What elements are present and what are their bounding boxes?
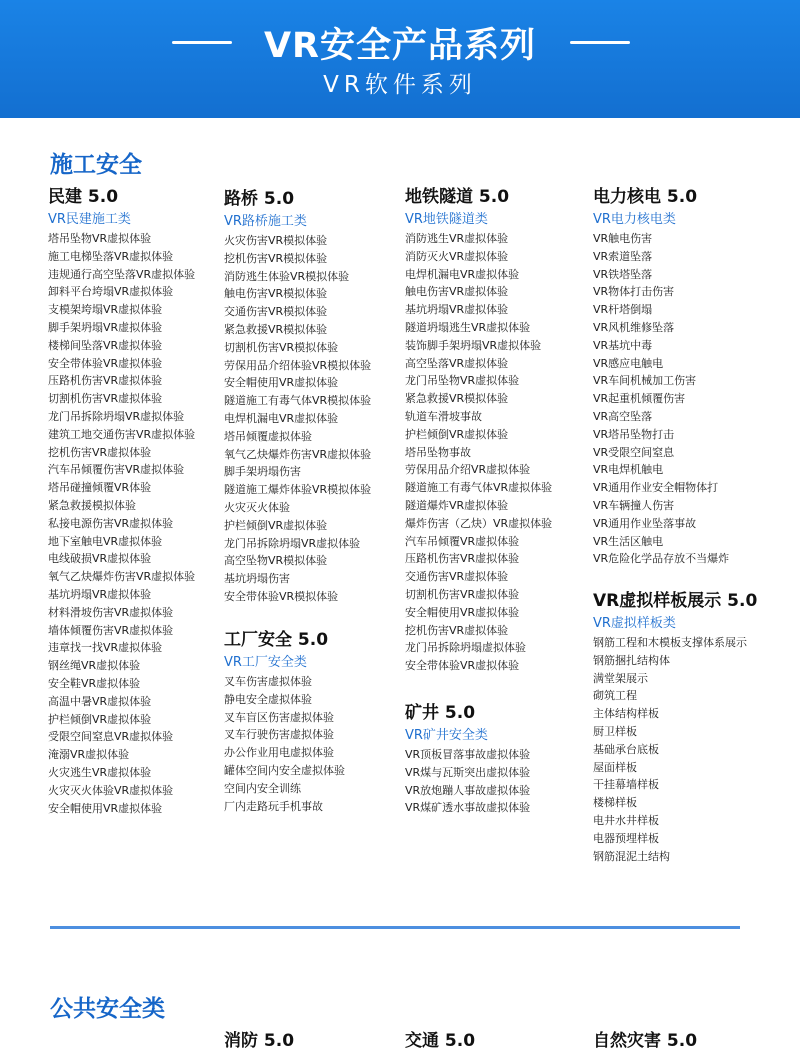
list-item: 楼梯间坠落VR虚拟体验 — [48, 338, 163, 352]
list-item: 施工电梯坠落VR虚拟体验 — [48, 249, 174, 263]
list-item: 基坑坍塌VR虚拟体验 — [48, 587, 152, 601]
list-item: VR杆塔倒塌 — [593, 303, 653, 317]
list-item: 隧道坍塌逃生VR虚拟体验 — [405, 320, 531, 334]
category-ziran — [593, 1028, 773, 1054]
list-item: 安全帽使用VR虚拟体验 — [405, 605, 520, 619]
category-title: 电力核电 5.0 — [593, 187, 698, 207]
list-item: VR基坑中毒 — [593, 338, 653, 352]
list-item: 交通伤害VR模拟体验 — [224, 305, 328, 319]
list-item: 干挂幕墙样板 — [593, 778, 659, 792]
list-item: 护栏倾倒VR虚拟体验 — [405, 427, 509, 441]
list-item: VR车辆撞人伤害 — [593, 498, 675, 512]
list-item: 压路机伤害VR虚拟体验 — [48, 374, 163, 388]
list-item: 护栏倾倒VR虚拟体验 — [48, 712, 152, 726]
category-subtitle: VR电力核电类 — [593, 212, 676, 227]
list-item: 劳保用品介绍VR虚拟体验 — [405, 463, 531, 477]
category-title: 矿井 5.0 — [405, 703, 476, 723]
list-item: 卸料平台垮塌VR虚拟体验 — [48, 285, 174, 299]
list-item: VR物体打击伤害 — [593, 285, 675, 299]
banner-title: VR安全产品系列 — [263, 26, 537, 66]
list-item: 高空坠物VR模拟体验 — [224, 554, 328, 568]
list-item: 私接电源伤害VR虚拟体验 — [48, 516, 174, 530]
item-list — [48, 230, 228, 817]
list-item: 爆炸伤害（乙炔）VR虚拟体验 — [405, 516, 553, 530]
list-item: 叉车伤害虚拟体验 — [224, 675, 312, 688]
list-item: 厨卫样板 — [593, 724, 637, 738]
category-title: 民建 5.0 — [48, 187, 119, 207]
list-item: 龙门吊坠物VR虚拟体验 — [405, 374, 520, 388]
item-list — [405, 746, 585, 817]
list-item: 火灾灭火体验 — [224, 500, 290, 514]
list-item: 火灾灭火体验VR虚拟体验 — [48, 783, 174, 797]
list-item: 压路机伤害VR虚拟体验 — [405, 552, 520, 566]
list-item: VR铁塔坠落 — [593, 267, 653, 281]
category-subtitle: VR矿井安全类 — [405, 728, 488, 743]
list-item: VR索道坠落 — [593, 249, 653, 263]
list-item: 受限空间窒息VR虚拟体验 — [48, 730, 174, 744]
category-subtitle: VR路桥施工类 — [224, 214, 307, 229]
list-item: 砌筑工程 — [593, 689, 637, 703]
category-luqiao — [224, 186, 404, 606]
list-item: 叉车行驶伤害虚拟体验 — [224, 728, 334, 742]
list-item: 空间内安全训练 — [224, 781, 301, 795]
list-item: 挖机伤害VR虚拟体验 — [405, 623, 509, 637]
list-item: 切割机伤害VR模拟体验 — [224, 340, 339, 354]
list-item: 塔吊坠物事故 — [405, 445, 471, 459]
list-item: 脚手架坍塌伤害 — [224, 465, 301, 479]
list-item: 安全带体验VR虚拟体验 — [405, 659, 520, 673]
section-title-public: 公共安全类 — [50, 996, 165, 1022]
category-title: 工厂安全 5.0 — [224, 630, 329, 650]
header-banner — [0, 0, 800, 118]
list-item: 交通伤害VR虚拟体验 — [405, 570, 509, 584]
list-item: 汽车吊倾覆伤害VR虚拟体验 — [48, 463, 185, 477]
list-item: 地下室触电VR虚拟体验 — [48, 534, 163, 548]
category-title: VR虚拟样板展示 5.0 — [593, 591, 758, 611]
list-item: 隧道施工爆炸体验VR模拟体验 — [224, 483, 372, 497]
list-item: 轨道车滑坡事故 — [405, 409, 482, 423]
list-item: 安全带体验VR虚拟体验 — [48, 356, 163, 370]
item-list — [224, 232, 404, 606]
list-item: 龙门吊拆除坍塌VR虚拟体验 — [224, 536, 361, 550]
category-ditie — [405, 184, 585, 675]
list-item: 隧道爆炸VR虚拟体验 — [405, 498, 509, 512]
list-item: 隧道施工有毒气体VR模拟体验 — [224, 394, 372, 408]
list-item: VR危险化学品存放不当爆炸 — [593, 552, 730, 566]
category-subtitle: VR地铁隧道类 — [405, 212, 488, 227]
list-item: 叉车盲区伤害虚拟体验 — [224, 710, 334, 724]
section-divider — [50, 926, 740, 929]
list-item: 电线破损VR虚拟体验 — [48, 552, 152, 566]
list-item: 墙体倾覆伤害VR虚拟体验 — [48, 623, 174, 637]
section-title-construction: 施工安全 — [50, 152, 142, 178]
list-item: 楼梯样板 — [593, 796, 637, 810]
category-xiaofang — [224, 1028, 404, 1054]
list-item: 装饰脚手架坍塌VR虚拟体验 — [405, 338, 542, 352]
list-item: VR高空坠落 — [593, 409, 653, 423]
category-minjian — [48, 184, 228, 817]
list-item: 电井水井样板 — [593, 813, 659, 827]
category-title: 地铁隧道 5.0 — [405, 187, 510, 207]
category-title: 自然灾害 5.0 — [593, 1031, 698, 1051]
list-item: 火灾逃生VR虚拟体验 — [48, 765, 152, 779]
list-item: 紧急救援VR模拟体验 — [224, 322, 328, 336]
category-dianli — [593, 184, 793, 568]
list-item: 违章找一找VR虚拟体验 — [48, 641, 163, 655]
list-item: 塔吊坠物VR虚拟体验 — [48, 232, 152, 245]
list-item: 材料滑坡伤害VR虚拟体验 — [48, 605, 174, 619]
list-item: 高空坠落VR虚拟体验 — [405, 356, 509, 370]
list-item: 钢筋工程和木模板支撑体系展示 — [593, 636, 747, 649]
list-item: VR起重机倾覆伤害 — [593, 392, 686, 406]
list-item: 淹溺VR虚拟体验 — [48, 748, 130, 762]
list-item: 安全帽使用VR虚拟体验 — [48, 801, 163, 815]
list-item: 隧道施工有毒气体VR虚拟体验 — [405, 481, 553, 495]
list-item: 高温中暑VR虚拟体验 — [48, 694, 152, 708]
list-item: 钢筋捆扎结构体 — [593, 653, 670, 667]
list-item: 塔吊碰撞倾覆VR体验 — [48, 481, 152, 495]
category-title: 消防 5.0 — [224, 1031, 295, 1051]
list-item: VR车间机械加工伤害 — [593, 374, 697, 388]
list-item: 氧气乙炔爆炸伤害VR虚拟体验 — [48, 570, 196, 584]
list-item: 办公作业用电虚拟体验 — [224, 746, 334, 760]
list-item: VR通用作业安全帽物体打 — [593, 481, 719, 495]
list-item: 基坑坍塌伤害 — [224, 572, 290, 586]
list-item: VR生活区触电 — [593, 534, 664, 548]
list-item: 罐体空间内安全虚拟体验 — [224, 763, 345, 777]
list-item: VR煤矿透水事故虚拟体验 — [405, 801, 531, 815]
list-item: 劳保用品介绍体验VR模拟体验 — [224, 358, 372, 372]
list-item: 建筑工地交通伤害VR虚拟体验 — [48, 427, 196, 441]
list-item: 触电伤害VR模拟体验 — [224, 287, 328, 301]
list-item: 电器预埋样板 — [593, 831, 659, 845]
list-item: 龙门吊拆除坍塌虚拟体验 — [405, 641, 526, 655]
list-item: 切割机伤害VR虚拟体验 — [405, 587, 520, 601]
list-item: VR通用作业坠落事故 — [593, 516, 697, 530]
list-item: 切割机伤害VR虚拟体验 — [48, 392, 163, 406]
list-item: VR受限空间窒息 — [593, 445, 675, 459]
list-item: VR电焊机触电 — [593, 463, 664, 477]
list-item: VR塔吊坠物打击 — [593, 427, 675, 441]
list-item: VR触电伤害 — [593, 232, 653, 245]
list-item: 基础承台底板 — [593, 742, 659, 756]
category-subtitle: VR工厂安全类 — [224, 655, 307, 670]
category-kuangjing — [405, 700, 585, 817]
banner-subtitle: VR软件系列 — [323, 72, 477, 98]
item-list — [593, 634, 793, 865]
list-item: 电焊机漏电VR虚拟体验 — [405, 267, 520, 281]
list-item: 火灾伤害VR模拟体验 — [224, 234, 328, 247]
category-yangban — [593, 588, 793, 865]
list-item: 护栏倾倒VR虚拟体验 — [224, 518, 328, 532]
list-item: 电焊机漏电VR虚拟体验 — [224, 411, 339, 425]
list-item: 违规通行高空坠落VR虚拟体验 — [48, 267, 196, 281]
category-subtitle: VR虚拟样板类 — [593, 616, 676, 631]
category-title: 交通 5.0 — [405, 1031, 476, 1051]
item-list — [405, 230, 585, 675]
list-item: 触电伤害VR虚拟体验 — [405, 285, 509, 299]
list-item: 消防灭火VR虚拟体验 — [405, 249, 509, 263]
list-item: 紧急救援模拟体验 — [48, 498, 136, 512]
list-item: VR煤与瓦斯突出虚拟体验 — [405, 765, 531, 779]
list-item: 安全鞋VR虚拟体验 — [48, 676, 141, 690]
list-item: 钢丝绳VR虚拟体验 — [48, 659, 141, 673]
category-title: 路桥 5.0 — [224, 189, 295, 209]
list-item: 消防逃生体验VR模拟体验 — [224, 269, 350, 283]
category-subtitle: VR民建施工类 — [48, 212, 131, 227]
list-item: VR放炮蹦人事故虚拟体验 — [405, 783, 531, 797]
list-item: 厂内走路玩手机事故 — [224, 799, 323, 813]
list-item: 钢筋混泥土结构 — [593, 849, 670, 863]
list-item: 挖机伤害VR模拟体验 — [224, 251, 328, 265]
category-jiaotong — [405, 1028, 585, 1054]
list-item: 静电安全虚拟体验 — [224, 692, 312, 706]
list-item: 支模架垮塌VR虚拟体验 — [48, 303, 163, 317]
list-item: 消防逃生VR虚拟体验 — [405, 232, 509, 245]
list-item: 塔吊倾覆虚拟体验 — [224, 429, 312, 443]
list-item: 龙门吊拆除坍塌VR虚拟体验 — [48, 409, 185, 423]
list-item: 满堂架展示 — [593, 671, 648, 685]
item-list — [593, 230, 793, 568]
list-item: VR风机维修坠落 — [593, 320, 675, 334]
list-item: 挖机伤害VR虚拟体验 — [48, 445, 152, 459]
list-item: 安全帽使用VR虚拟体验 — [224, 376, 339, 390]
list-item: 主体结构样板 — [593, 707, 659, 721]
list-item: 汽车吊倾覆VR虚拟体验 — [405, 534, 520, 548]
list-item: 氧气乙炔爆炸伤害VR虚拟体验 — [224, 447, 372, 461]
list-item: 脚手架坍塌VR虚拟体验 — [48, 320, 163, 334]
list-item: 安全带体验VR模拟体验 — [224, 589, 339, 603]
category-gongchang — [224, 627, 404, 815]
list-item: VR顶板冒落事故虚拟体验 — [405, 748, 531, 761]
item-list — [224, 673, 404, 815]
list-item: VR感应电触电 — [593, 356, 664, 370]
list-item: 紧急救援VR模拟体验 — [405, 392, 509, 406]
list-item: 屋面样板 — [593, 760, 637, 774]
list-item: 基坑坍塌VR虚拟体验 — [405, 303, 509, 317]
